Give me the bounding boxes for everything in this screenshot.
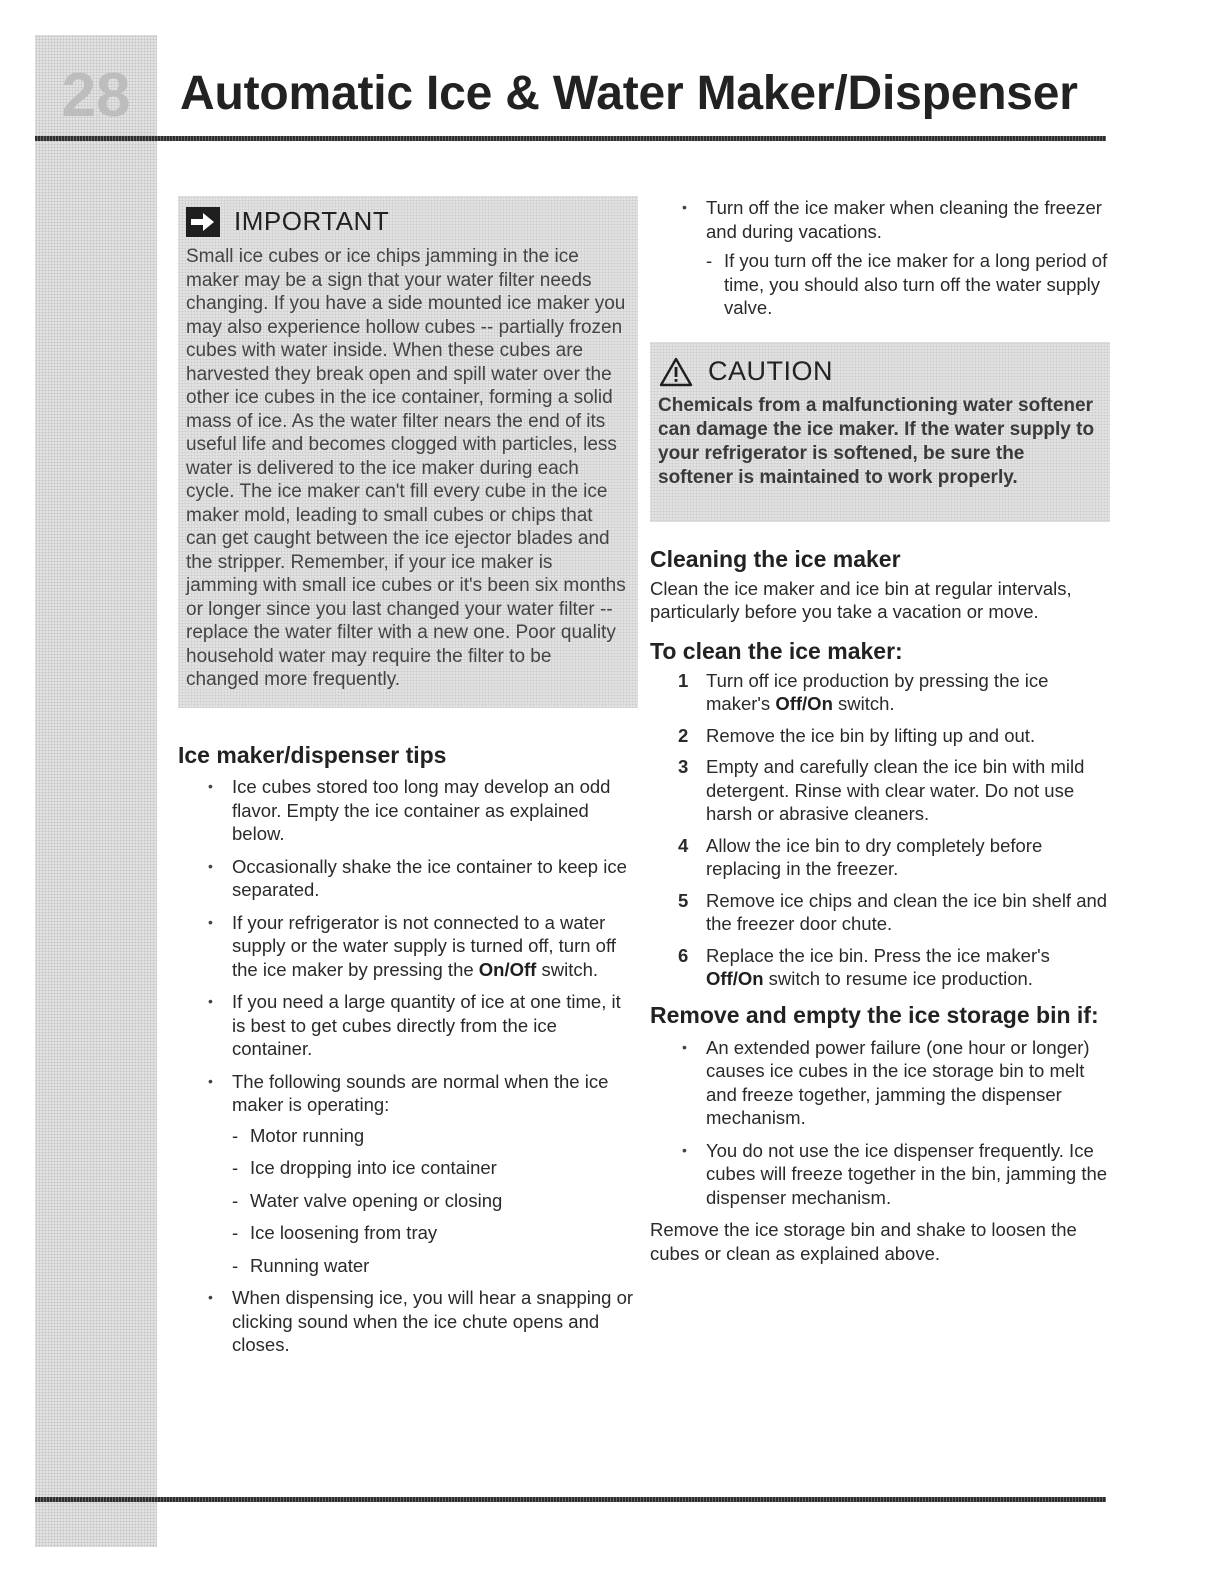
right-column (650, 196, 1110, 1265)
tip-text: If your refrigerator is not connected to a water supply or the water supply is turned off, turn off the ice maker by pressing the (232, 911, 616, 980)
side-strip (35, 35, 157, 1547)
step-number: 5 (678, 889, 689, 911)
left-column (178, 196, 638, 1366)
sound-item: - Ice dropping into ice container (232, 1156, 638, 1180)
step-item (650, 669, 1110, 716)
off-on-label: Off/On (706, 968, 764, 989)
tips-heading: Ice maker/dispenser tips (178, 742, 447, 768)
caution-box (650, 342, 1110, 522)
step-item (650, 889, 1110, 936)
remove-heading: Remove and empty the ice storage bin if: (650, 1001, 1099, 1028)
sound-item: - Motor running (232, 1124, 638, 1148)
step-number: 3 (678, 756, 689, 777)
step-item (650, 944, 1110, 991)
step-text: Remove ice chips and clean the ice bin shelf and the freezer door chute. (706, 889, 1108, 934)
important-header (186, 206, 628, 237)
important-title: IMPORTANT (234, 206, 390, 236)
step-number: 4 (678, 834, 689, 856)
step-item (650, 834, 1110, 881)
cleaning-text: Clean the ice maker and ice bin at regular intervals, particularly before you take a vacation or move. (650, 577, 1072, 622)
list-item: • An extended power failure (one hour or longer) causes ice cubes in the ice storage bin to melt and freeze together, jamming the dispenser mechanism. (650, 1036, 1110, 1130)
step-number: 6 (678, 944, 689, 966)
list-item (178, 1070, 638, 1278)
remove-closing-text: Remove the ice storage bin and shake to loosen the cubes or clean as explained above. (650, 1219, 1077, 1264)
sound-item: - Ice loosening from tray (232, 1221, 638, 1245)
to-clean-heading: To clean the ice maker: (650, 637, 903, 664)
sounds-list (232, 1124, 638, 1278)
on-off-label: On/Off (478, 958, 537, 980)
tips-list (178, 775, 638, 1357)
step-item (650, 724, 1110, 748)
page-number: 28 (61, 61, 131, 130)
vacation-list (650, 196, 1110, 320)
list-item (650, 196, 1110, 320)
arrow-right-icon (186, 207, 220, 237)
vacation-sublist (706, 249, 1110, 320)
cleaning-heading: Cleaning the ice maker (650, 545, 901, 572)
list-item: • When dispensing ice, you will hear a snapping or clicking sound when the ice chute opens and closes. (178, 1286, 638, 1357)
step-number: 1 (678, 669, 689, 691)
step-text: Allow the ice bin to dry completely before replacing in the freezer. (706, 834, 1043, 879)
step-text: Replace the ice bin. Press the ice maker's (706, 944, 1050, 966)
list-item: • If you need a large quantity of ice at one time, it is best to get cubes directly from the ice container. (178, 990, 638, 1061)
caution-header (658, 356, 1100, 388)
step-text: Remove the ice bin by lifting up and out. (706, 724, 1036, 746)
step-text: Empty and carefully clean the ice bin with mild detergent. Rinse with clear water. Do not use harsh or abrasive cleaners. (706, 756, 1085, 824)
list-item: • You do not use the ice dispenser frequently. Ice cubes will freeze together in the bin, jamming the dispenser mechanism. (650, 1139, 1110, 1210)
remove-list (650, 1036, 1110, 1210)
tip-text: The following sounds are normal when the ice maker is operating: (232, 1070, 609, 1115)
step-number: 2 (678, 724, 689, 746)
list-item: • Occasionally shake the ice container to keep ice separated. (178, 855, 638, 902)
tip-text: switch. (536, 958, 599, 980)
header-rule (35, 136, 1106, 141)
cleaning-steps (650, 669, 1110, 991)
vacation-text: Turn off the ice maker when cleaning the freezer and during vacations. (706, 197, 1102, 242)
list-item: • Ice cubes stored too long may develop an odd flavor. Empty the ice container as explained below. (178, 775, 638, 846)
step-text: switch to resume ice production. (763, 968, 1033, 989)
sub-item: - If you turn off the ice maker for a long period of time, you should also turn off the water supply valve. (706, 249, 1110, 320)
important-box (178, 196, 638, 708)
sound-item: - Running water (232, 1254, 638, 1278)
step-text: Turn off ice production by pressing the ice maker's (706, 669, 1049, 714)
step-text: switch. (832, 693, 895, 714)
page-title: Automatic Ice & Water Maker/Dispenser (180, 67, 1078, 120)
caution-title: CAUTION (708, 356, 833, 386)
footer-rule (35, 1497, 1106, 1502)
step-item (650, 755, 1110, 826)
important-text: Small ice cubes or ice chips jamming in the ice maker may be a sign that your water filter needs changing. If you have a side mounted ice maker you may also experience hollow cubes -- partially frozen cubes with water inside. When these cubes are harvested they break open and spill water over the other ice cubes in the ice container, forming a solid mass of ice. As the water filter nears the end of its useful life and becomes clogged with particles, less water is delivered to the ice maker during each cycle. The ice maker can't fill every cube in the ice maker mold, leading to small cubes or chips that can get caught between the ice ejector blades and the stripper. Remember, if your ice maker is jamming with small ice cubes or it's been six months or longer since you last changed your water filter -- replace the water filter with a new one. Poor quality household water may require the filter to be changed more frequently. (186, 246, 626, 690)
caution-text: Chemicals from a malfunctioning water softener can damage the ice maker. If the water supply to your refrigerator is softened, be sure the softener is maintained to work properly. (658, 394, 1095, 488)
off-on-label: Off/On (775, 693, 833, 714)
sound-item: - Water valve opening or closing (232, 1189, 638, 1213)
warning-triangle-icon (658, 356, 694, 388)
list-item (178, 911, 638, 982)
